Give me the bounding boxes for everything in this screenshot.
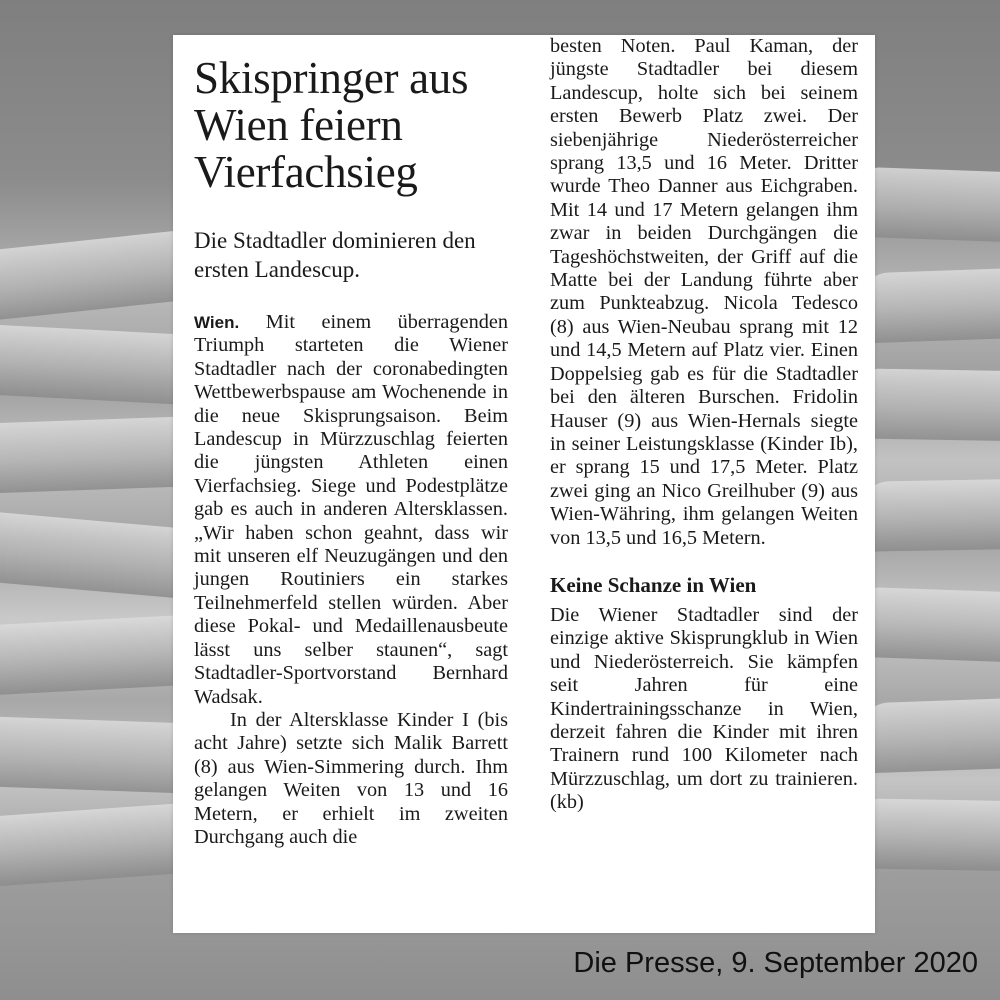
newspaper-clipping <box>173 35 875 933</box>
article-subheadline: Die Stadtadler dominieren den ersten Landescup. <box>194 228 476 282</box>
article-subhead: Keine Schanze in Wien <box>550 572 757 597</box>
paragraph-text: Die Wiener Stadtadler sind der einzige aktive Skisprungklub in Wien und Niederösterreich. Sie kämpfen seit Jahren für eine Kindertrainingsschanze in Wien, derzeit fahren die Kinder mit ihren Trainern rund 100 Kilometer nach Mürzzuschlag, um dort zu trainieren. <box>550 603 858 790</box>
source-caption: Die Presse, 9. September 2020 <box>573 947 978 979</box>
article-paragraph <box>194 311 508 709</box>
paper-fold <box>859 697 1000 774</box>
article-paragraph: In der Altersklasse Kinder I (bis acht Jahre) setzte sich Malik Barrett (8) aus Wien-Simmering durch. Ihm gelangen Weiten von 13 und 16 Metern, er erhielt im zweiten Durchgang auch die <box>194 708 508 848</box>
article-paragraph <box>550 604 858 815</box>
article-column-left <box>194 35 508 849</box>
paper-fold <box>859 267 1000 344</box>
article-body-left <box>194 311 508 849</box>
article-headline: Skispringer aus Wien feiern Vierfachsieg <box>194 53 469 197</box>
dateline: Wien. <box>194 313 240 332</box>
article-body-right <box>550 35 858 815</box>
paragraph-text: Mit einem überragenden Triumph starteten die Wiener Stadtadler nach der coronabedingten Wettbewerbspause am Wochenende in die neue Skisprungsaison. Beim Landescup in Mürzzuschlag feierten die jüngsten Athleten einen Vierfachsieg. Siege und Podestplätze gab es auch in anderen Altersklassen. „Wir haben schon geahnt, dass wir mit unseren elf Neuzugängen und den jungen Routiniers ein starkes Teilnehmerfeld stellen würden. Aber diese Pokal- und Medaillenausbeute lässt uns selber staunen“, sagt Stadtadler-Sportvorstand Bernhard Wadsak. <box>194 311 508 708</box>
author-signature: (kb) <box>550 791 584 814</box>
article-paragraph: besten Noten. Paul Kaman, der jüngste Stadtadler bei diesem Landescup, holte sich bei seinem ersten Bewerb Platz zwei. Der siebenjährige Niederösterreicher sprang 13,5 und 16 Meter. Dritter wurde Theo Danner aus Eichgraben. Mit 14 und 17 Metern gelangen ihm zwar in beiden Durchgängen die Tageshöchstweiten, der Griff auf die Matte bei der Landung führte aber zum Punkteabzug. Nicola Tedesco (8) aus Wien-Neubau sprang mit 12 und 14,5 Metern auf Platz vier. Einen Doppelsieg gab es für die Stadtadler bei den älteren Burschen. Fridolin Hauser (9) aus Wien-Hernals siegte in seiner Leistungsklasse (Kinder Ib), er sprang 15 und 17,5 Meter. Platz zwei ging an Nico Greilhuber (9) aus Wien-Währing, ihm gelangen Weiten von 13,5 und 16,5 Metern. <box>550 35 858 549</box>
article-column-right <box>550 35 858 815</box>
paper-fold <box>859 478 1000 551</box>
